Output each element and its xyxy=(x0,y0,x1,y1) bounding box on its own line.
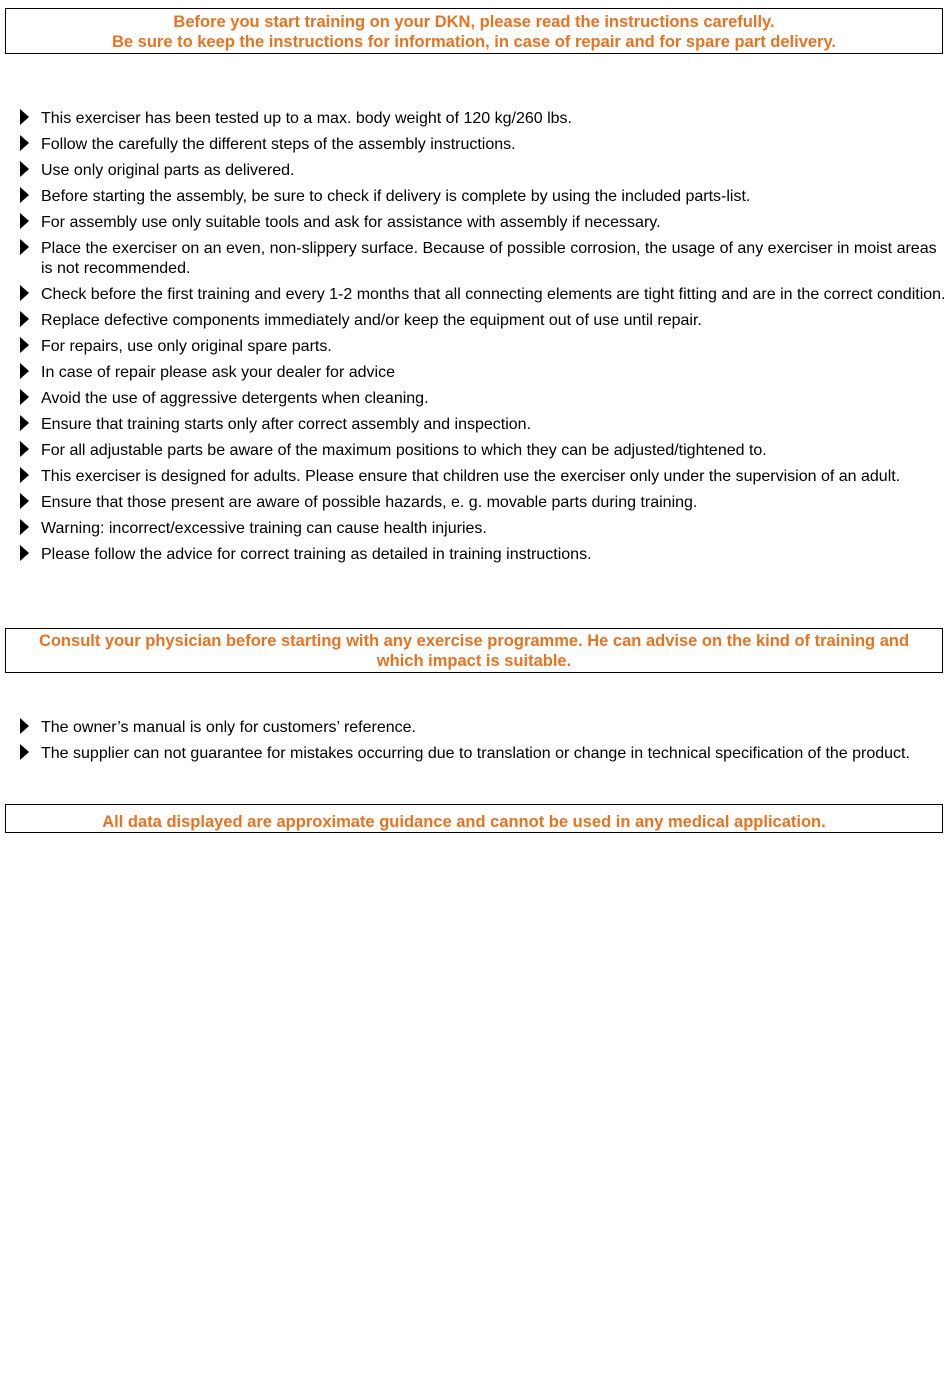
list-item: Warning: incorrect/excessive training can cause health injuries. xyxy=(17,519,947,539)
triangle-right-icon xyxy=(20,135,29,151)
header-notice-line-1: Before you start training on your DKN, please read the instructions carefully. xyxy=(173,13,775,31)
safety-instructions-list xyxy=(17,109,947,571)
data-notice-text: All data displayed are approximate guidance and cannot be used in any medical application. xyxy=(102,813,826,831)
list-item: Follow the carefully the different steps of the assembly instructions. xyxy=(17,135,947,155)
triangle-right-icon xyxy=(20,441,29,457)
list-item: Replace defective components immediately and/or keep the equipment out of use until repair. xyxy=(17,311,947,331)
triangle-right-icon xyxy=(20,337,29,353)
triangle-right-icon xyxy=(20,389,29,405)
list-item: Before starting the assembly, be sure to check if delivery is complete by using the included parts-list. xyxy=(17,187,947,207)
triangle-right-icon xyxy=(20,161,29,177)
list-item: This exerciser has been tested up to a max. body weight of 120 kg/260 lbs. xyxy=(17,109,947,129)
list-item: The owner’s manual is only for customers’ reference. xyxy=(17,718,947,738)
list-item: The supplier can not guarantee for mistakes occurring due to translation or change in technical specification of the product. xyxy=(17,744,947,764)
list-item: For repairs, use only original spare parts. xyxy=(17,337,947,357)
physician-notice-box xyxy=(5,628,943,673)
triangle-right-icon xyxy=(20,213,29,229)
triangle-right-icon xyxy=(20,718,29,734)
list-item: Check before the first training and every 1-2 months that all connecting elements are tight fitting and are in the correct condition. xyxy=(17,285,947,305)
list-item: Use only original parts as delivered. xyxy=(17,161,947,181)
triangle-right-icon xyxy=(20,239,29,255)
triangle-right-icon xyxy=(20,187,29,203)
triangle-right-icon xyxy=(20,519,29,535)
header-notice-line-2: Be sure to keep the instructions for information, in case of repair and for spare part delivery. xyxy=(111,33,837,51)
list-item: Please follow the advice for correct training as detailed in training instructions. xyxy=(17,545,947,565)
triangle-right-icon xyxy=(20,744,29,760)
header-notice-box xyxy=(5,8,943,54)
list-item: For all adjustable parts be aware of the maximum positions to which they can be adjusted/tightened to. xyxy=(17,441,947,461)
physician-notice-text: Consult your physician before starting with any exercise programme. He can advise on the kind of training and which impact is suitable. xyxy=(38,632,910,670)
triangle-right-icon xyxy=(20,545,29,561)
list-item: Ensure that training starts only after correct assembly and inspection. xyxy=(17,415,947,435)
list-item: This exerciser is designed for adults. Please ensure that children use the exerciser only under the supervision of an adult. xyxy=(17,467,947,487)
list-item: For assembly use only suitable tools and ask for assistance with assembly if necessary. xyxy=(17,213,947,233)
list-item: Avoid the use of aggressive detergents when cleaning. xyxy=(17,389,947,409)
triangle-right-icon xyxy=(20,467,29,483)
list-item: Place the exerciser on an even, non-slippery surface. Because of possible corrosion, the usage of any exerciser in moist areas is not recommended. xyxy=(17,239,947,279)
triangle-right-icon xyxy=(20,285,29,301)
list-item: In case of repair please ask your dealer for advice xyxy=(17,363,947,383)
manual-disclaimer-list xyxy=(17,718,947,770)
triangle-right-icon xyxy=(20,363,29,379)
triangle-right-icon xyxy=(20,311,29,327)
list-item: Ensure that those present are aware of possible hazards, e. g. movable parts during training. xyxy=(17,493,947,513)
triangle-right-icon xyxy=(20,415,29,431)
data-notice-box xyxy=(5,804,943,833)
triangle-right-icon xyxy=(20,493,29,509)
triangle-right-icon xyxy=(20,109,29,125)
